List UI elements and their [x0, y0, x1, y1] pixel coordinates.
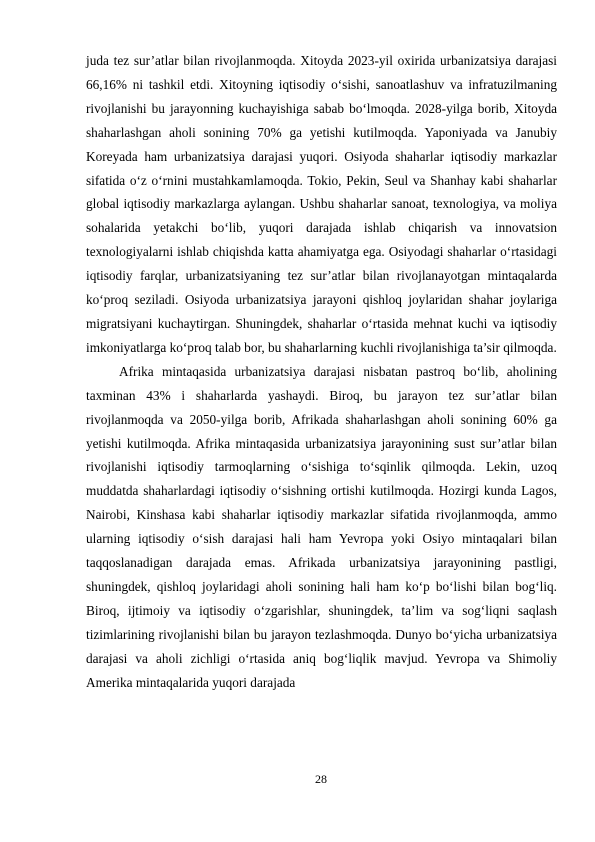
paragraph-africa-urbanization: Afrika mintaqasida urbanizatsiya darajasi nisbatan pastroq bo‘lib, aholining taxminan 43% i shaharlarda yashaydi. Biroq, bu jarayon tez sur’atlar bilan rivojlanmoqda va 2050-yilga borib, Afrikada shaharlashgan aholi sonining 60% ga yetishi kutilmoqda. Afrika mintaqasida urbanizatsiya jarayonining sust sur’atlar bilan rivojlanishi iqtisodiy tarmoqlarning o‘sishiga to‘sqinlik qilmoqda. Lekin, uzoq muddatda shaharlardagi iqtisodiy o‘sishning ortishi kutilmoqda. Hozirgi kunda Lagos, Nairobi, Kinshasa kabi shaharlar iqtisodiy markazlar sifatida rivojlanmoqda, ammo ularning iqtisodiy o‘sish darajasi hali ham Yevropa yoki Osiyo mintaqalari bilan taqqoslanadigan darajada emas. Afrikada urbanizatsiya jarayonining pastligi, shuningdek, qishloq joylaridagi aholi sonining hali ham ko‘p bo‘lishi bilan bog‘liq. Biroq, ijtimoiy va iqtisodiy o‘zgarishlar, shuningdek, ta’lim va sog‘liqni saqlash tizimlarining rivojlanishi bilan bu jarayon tezlashmoqda. Dunyo bo‘yicha urbanizatsiya darajasi va aholi zichligi o‘rtasida aniq bog‘liqlik mavjud. Yevropa va Shimoliy Amerika mintaqalarida yuqori darajada	[86, 363, 557, 690]
paragraph-asia-urbanization: juda tez sur’atlar bilan rivojlanmoqda. Xitoyda 2023-yil oxirida urbanizatsiya darajasi 66,16% ni tashkil etdi. Xitoyning iqtisodiy o‘sishi, sanoatlashuv va infratuzilmaning rivojlanishi bu jarayonning kuchayishiga sabab bo‘lmoqda. 2028-yilga borib, Xitoyda shaharlashgan aholi sonining 70% ga yetishi kutilmoqda. Yaponiyada va Janubiy Koreyada ham urbanizatsiya darajasi yuqori. Osiyoda shaharlar iqtisodiy markazlar sifatida o‘z o‘rnini mustahkamlamoqda. Tokio, Pekin, Seul va Shanhay kabi shaharlar global iqtisodiy markazlarga aylangan. Ushbu shaharlar sanoat, texnologiya, va moliya sohalarida yetakchi bo‘lib, yuqori darajada ishlab chiqarish va innovatsion texnologiyalarni ishlab chiqishda katta ahamiyatga ega. Osiyodagi shaharlar o‘rtasidagi iqtisodiy farqlar, urbanizatsiyaning tez sur’atlar bilan rivojlanayotgan mintaqalarda ko‘proq seziladi. Osiyoda urbanizatsiya jarayoni qishloq joylaridan shahar joylariga migratsiyani kuchaytirgan. Shuningdek, shaharlar o‘rtasida mehnat kuchi va iqtisodiy imkoniyatlarga ko‘proq talab bor, bu shaharlarning kuchli rivojlanishiga ta’sir qilmoqda.	[86, 53, 557, 355]
body-text	[86, 49, 557, 694]
page-number: 28	[315, 772, 327, 786]
